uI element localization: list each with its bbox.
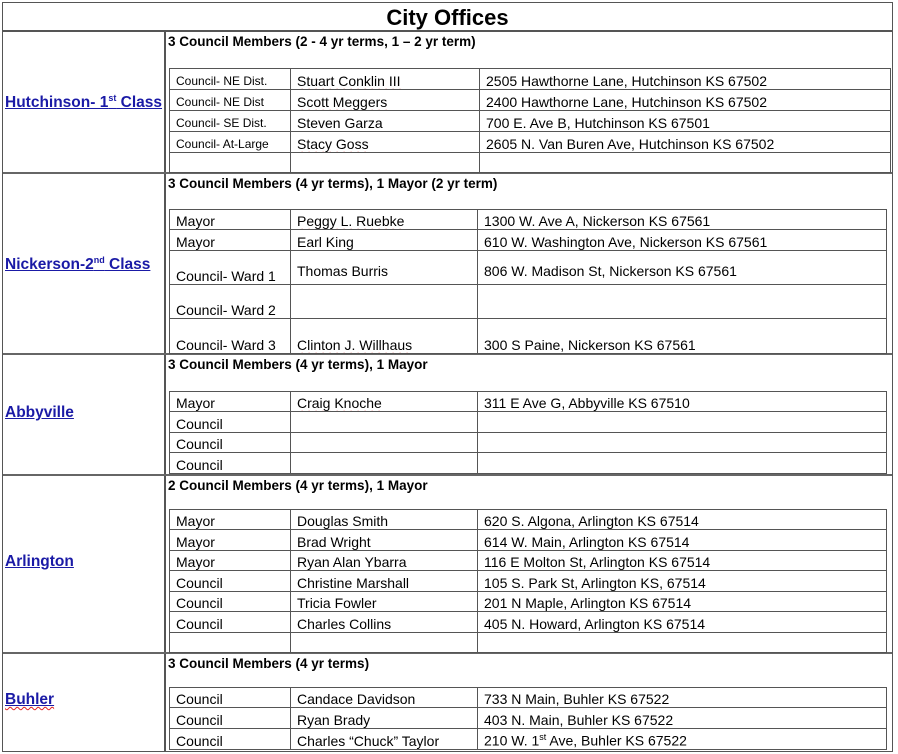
section-heading: 3 Council Members (4 yr terms), 1 Mayor — [168, 357, 428, 372]
role-cell: Council- SE Dist. — [170, 111, 291, 132]
table-row — [170, 453, 887, 474]
section-heading: 3 Council Members (2 - 4 yr terms, 1 – 2 yr term) — [168, 34, 476, 49]
table-row — [170, 90, 891, 111]
address-cell: 300 S Paine, Nickerson KS 67561 — [478, 319, 887, 354]
address-cell — [478, 633, 887, 653]
role-cell: Mayor — [170, 510, 291, 530]
address-cell: 620 S. Algona, Arlington KS 67514 — [478, 510, 887, 530]
name-cell: Clinton J. Willhaus — [291, 319, 478, 354]
city-link-arlington[interactable]: Arlington — [5, 553, 74, 570]
name-cell: Steven Garza — [291, 111, 480, 132]
address-cell — [478, 433, 887, 453]
table-row — [170, 551, 887, 571]
address-cell: 403 N. Main, Buhler KS 67522 — [478, 708, 887, 729]
address-cell — [480, 153, 891, 173]
address-cell — [478, 453, 887, 474]
section-arlington — [3, 476, 892, 654]
title-bar — [3, 3, 892, 32]
table-row — [170, 69, 891, 90]
address-cell: 2400 Hawthorne Lane, Hutchinson KS 67502 — [480, 90, 891, 111]
role-cell: Council- At-Large — [170, 132, 291, 153]
section-heading: 2 Council Members (4 yr terms), 1 Mayor — [168, 478, 428, 493]
role-cell: Mayor — [170, 210, 291, 230]
table-row — [170, 132, 891, 153]
table-row — [170, 688, 887, 708]
city-link-abbyville[interactable]: Abbyville — [5, 404, 74, 421]
role-cell: Council — [170, 571, 291, 592]
table-row — [170, 633, 887, 653]
officials-table — [169, 209, 887, 354]
section-hutchinson — [3, 32, 892, 174]
role-cell: Mayor — [170, 530, 291, 551]
role-cell: Council — [170, 612, 291, 633]
name-cell: Peggy L. Ruebke — [291, 210, 478, 230]
table-row — [170, 412, 887, 433]
name-cell — [291, 453, 478, 474]
table-row — [170, 433, 887, 453]
table-row — [170, 510, 887, 530]
name-cell: Charles “Chuck” Taylor — [291, 729, 478, 750]
officials-table — [169, 68, 891, 173]
city-link-hutchinson[interactable]: Hutchinson- 1st Class — [5, 93, 163, 112]
role-cell: Council- Ward 1 — [170, 251, 291, 285]
officials-table — [169, 509, 887, 653]
address-cell — [478, 412, 887, 433]
role-cell — [170, 153, 291, 173]
city-cell — [3, 355, 166, 474]
table-row — [170, 210, 887, 230]
name-cell: Ryan Brady — [291, 708, 478, 729]
table-row — [170, 153, 891, 173]
address-cell: 2605 N. Van Buren Ave, Hutchinson KS 67502 — [480, 132, 891, 153]
address-cell: 1300 W. Ave A, Nickerson KS 67561 — [478, 210, 887, 230]
section-heading: 3 Council Members (4 yr terms), 1 Mayor (2 yr term) — [168, 176, 498, 191]
name-cell: Candace Davidson — [291, 688, 478, 708]
role-cell — [170, 633, 291, 653]
section-heading: 3 Council Members (4 yr terms) — [168, 656, 370, 671]
city-link-nickerson[interactable]: Nickerson-2nd Class — [5, 255, 151, 274]
city-cell — [3, 476, 166, 652]
name-cell — [291, 153, 480, 173]
address-cell: 614 W. Main, Arlington KS 67514 — [478, 530, 887, 551]
address-cell: 311 E Ave G, Abbyville KS 67510 — [478, 392, 887, 412]
role-cell: Council — [170, 453, 291, 474]
name-cell: Earl King — [291, 230, 478, 251]
city-cell — [3, 32, 166, 172]
name-cell — [291, 412, 478, 433]
role-cell: Council — [170, 729, 291, 750]
role-cell: Council- NE Dist. — [170, 69, 291, 90]
table-row — [170, 708, 887, 729]
name-cell — [291, 433, 478, 453]
name-cell: Brad Wright — [291, 530, 478, 551]
role-cell: Council — [170, 433, 291, 453]
table-row — [170, 319, 887, 354]
officials-table — [169, 687, 887, 750]
table-row — [170, 230, 887, 251]
name-cell: Craig Knoche — [291, 392, 478, 412]
address-cell: 2505 Hawthorne Lane, Hutchinson KS 67502 — [480, 69, 891, 90]
name-cell: Charles Collins — [291, 612, 478, 633]
role-cell: Council- Ward 2 — [170, 285, 291, 319]
page-title: City Offices — [386, 5, 509, 30]
name-cell: Scott Meggers — [291, 90, 480, 111]
table-row — [170, 111, 891, 132]
city-cell — [3, 654, 166, 751]
section-abbyville — [3, 355, 892, 476]
role-cell: Mayor — [170, 551, 291, 571]
address-cell: 105 S. Park St, Arlington KS, 67514 — [478, 571, 887, 592]
address-cell: 405 N. Howard, Arlington KS 67514 — [478, 612, 887, 633]
address-cell: 201 N Maple, Arlington KS 67514 — [478, 592, 887, 612]
city-offices-document — [2, 2, 893, 752]
address-cell: 116 E Molton St, Arlington KS 67514 — [478, 551, 887, 571]
role-cell: Council- Ward 3 — [170, 319, 291, 354]
table-row — [170, 251, 887, 285]
table-row — [170, 392, 887, 412]
name-cell: Ryan Alan Ybarra — [291, 551, 478, 571]
section-buhler — [3, 654, 892, 751]
name-cell: Stacy Goss — [291, 132, 480, 153]
name-cell: Christine Marshall — [291, 571, 478, 592]
name-cell: Stuart Conklin III — [291, 69, 480, 90]
name-cell — [291, 633, 478, 653]
name-cell: Tricia Fowler — [291, 592, 478, 612]
city-link-buhler[interactable]: Buhler — [5, 691, 55, 708]
role-cell: Council- NE Dist — [170, 90, 291, 111]
officials-table — [169, 391, 887, 474]
role-cell: Council — [170, 708, 291, 729]
table-row — [170, 612, 887, 633]
address-cell: 610 W. Washington Ave, Nickerson KS 67561 — [478, 230, 887, 251]
role-cell: Council — [170, 688, 291, 708]
role-cell: Mayor — [170, 230, 291, 251]
address-cell: 210 W. 1st Ave, Buhler KS 67522 — [478, 729, 887, 750]
table-row — [170, 571, 887, 592]
address-cell: 700 E. Ave B, Hutchinson KS 67501 — [480, 111, 891, 132]
role-cell: Mayor — [170, 392, 291, 412]
table-row — [170, 592, 887, 612]
section-nickerson — [3, 174, 892, 355]
name-cell: Douglas Smith — [291, 510, 478, 530]
city-cell — [3, 174, 166, 353]
role-cell: Council — [170, 592, 291, 612]
name-cell: Thomas Burris — [291, 251, 478, 285]
address-cell: 733 N Main, Buhler KS 67522 — [478, 688, 887, 708]
table-row — [170, 530, 887, 551]
role-cell: Council — [170, 412, 291, 433]
address-cell — [478, 285, 887, 319]
table-row — [170, 729, 887, 750]
table-row — [170, 285, 887, 319]
address-cell: 806 W. Madison St, Nickerson KS 67561 — [478, 251, 887, 285]
name-cell — [291, 285, 478, 319]
